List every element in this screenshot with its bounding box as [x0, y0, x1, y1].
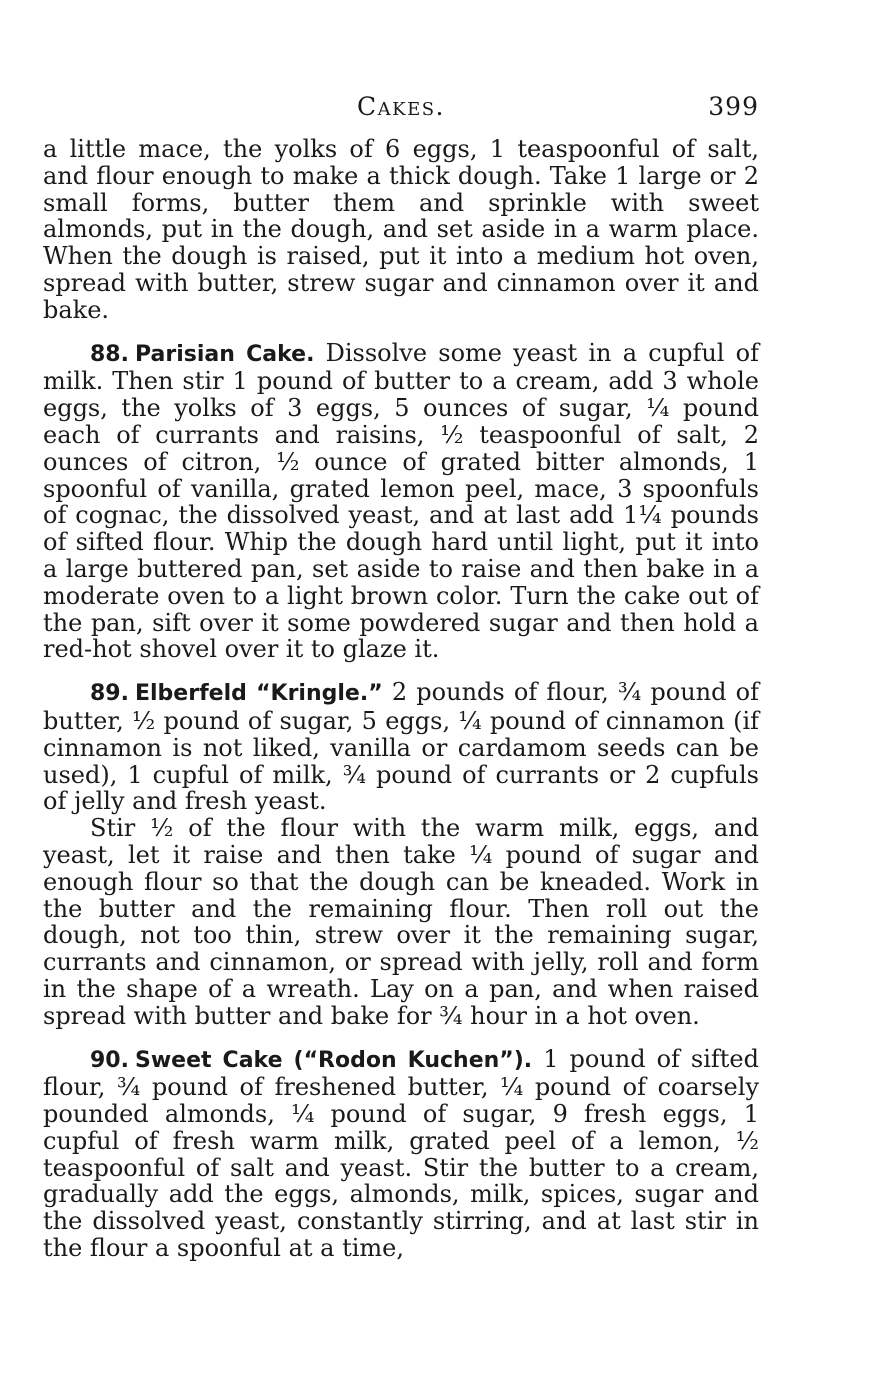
- page-number: 399: [708, 92, 759, 121]
- recipe-paragraph: Stir ½ of the flour with the warm milk, eggs, and yeast, let it raise and then take ¼ pound of sugar and enough flour so that the dough can be kneaded. Work in the butter and the remaining flour. Then roll out the dough, not too thin, strew over it the remaining sugar, currants and cinnamon, or spread with jelly, roll and form in the shape of a wreath. Lay on a pan, and when raised spread with butter and bake for ¾ hour in a hot oven.: [43, 814, 759, 1030]
- recipe-paragraph: [43, 1046, 759, 1262]
- recipe-title: Sweet Cake (“Rodon Kuchen”).: [134, 1047, 533, 1073]
- running-head: [43, 92, 759, 136]
- recipe-90: [43, 1046, 759, 1262]
- recipe-paragraph: [43, 340, 759, 664]
- recipe-number: 90.: [90, 1047, 129, 1073]
- recipe-text: Dissolve some yeast in a cupful of milk. Then stir 1 pound of butter to a cream, add 3 whole eggs, the yolks of 3 eggs, 5 ounces of sugar, ¼ pound each of currants and raisins, ½ teaspoonful of salt, 2 ounces of citron, ½ ounce of grated bitter almonds, 1 spoonful of vanilla, grated lemon peel, mace, 3 spoonfuls of cognac, the dissolved yeast, and at last add 1¼ pounds of sifted flour. Whip the dough hard until light, put it into a large buttered pan, set aside to raise and then bake in a moderate oven to a light brown color. Turn the cake out of the pan, sift over it some powdered sugar and then hold a red-hot shovel over it to glaze it.: [43, 338, 759, 664]
- recipe-text: 1 pound of sifted flour, ¾ pound of freshened butter, ¼ pound of coarsely pounded almonds, ¼ pound of sugar, 9 fresh eggs, 1 cupful of fresh warm milk, grated peel of a lemon, ½ teaspoonful of salt and yeast. Stir the butter to a cream, gradually add the eggs, almonds, milk, spices, sugar and the dissolved yeast, constantly stirring, and at last stir in the flour a spoonful at a time,: [43, 1044, 759, 1263]
- recipe-text: 2 pounds of flour, ¾ pound of butter, ½ pound of sugar, 5 eggs, ¼ pound of cinnamon (if cinnamon is not liked, vanilla or cardamom seeds can be used), 1 cupful of milk, ¾ pound of currants or 2 cupfuls of jelly and fresh yeast.: [43, 678, 759, 816]
- recipe-number: 88.: [90, 341, 129, 367]
- recipe-paragraph: [43, 679, 759, 815]
- continuation-paragraph: a little mace, the yolks of 6 eggs, 1 teaspoonful of salt, and flour enough to make a thick dough. Take 1 large or 2 small forms, butter them and sprinkle with sweet almonds, put in the dough, and set aside in a warm place. When the dough is raised, put it into a medium hot oven, spread with butter, strew sugar and cinnamon over it and bake.: [43, 135, 759, 324]
- chapter-title: Cakes.: [357, 92, 445, 121]
- recipe-title: Parisian Cake.: [134, 341, 315, 367]
- recipe-title: Elberfeld “Kringle.”: [134, 681, 383, 707]
- recipe-number: 89.: [90, 681, 129, 707]
- book-page: [43, 92, 759, 1262]
- recipe-88: [43, 340, 759, 664]
- recipe-89: [43, 679, 759, 1029]
